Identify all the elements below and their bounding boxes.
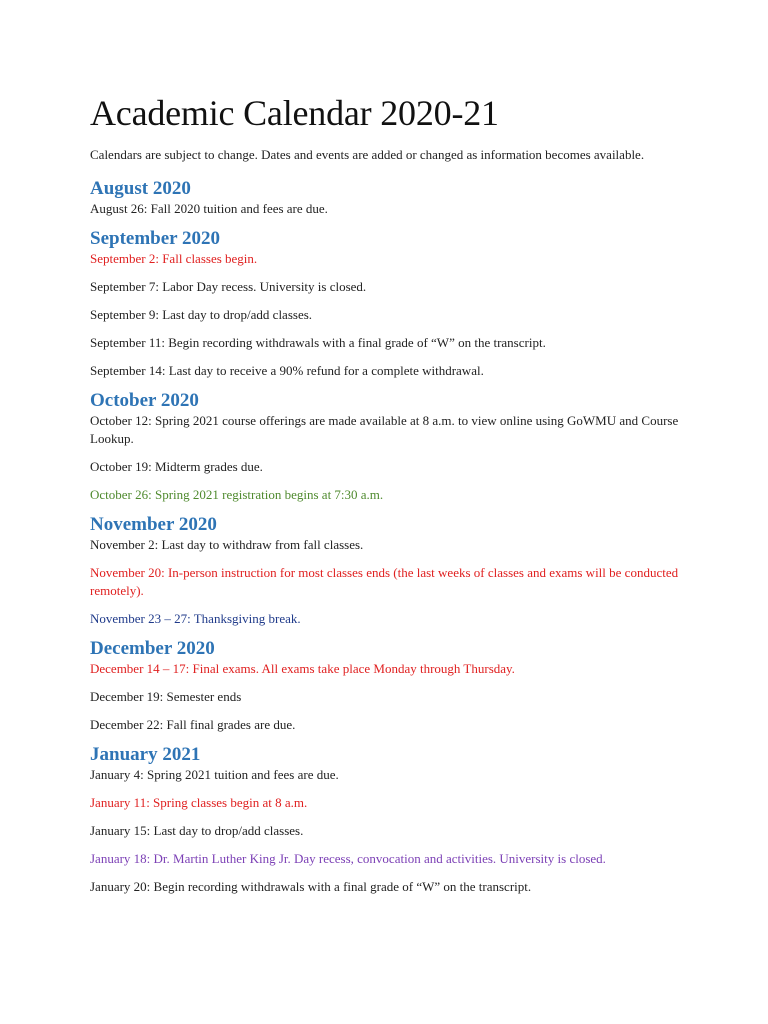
calendar-event: November 20: In-person instruction for most classes ends (the last weeks of classes and exams will be conducted remotely). xyxy=(90,565,679,598)
month-section xyxy=(90,390,690,504)
calendar-event: November 2: Last day to withdraw from fall classes. xyxy=(90,537,364,552)
month-section xyxy=(90,514,690,628)
calendar-event: January 11: Spring classes begin at 8 a.m. xyxy=(90,795,308,810)
month-heading: August 2020 xyxy=(90,178,191,199)
calendar-event: January 15: Last day to drop/add classes. xyxy=(90,823,304,838)
calendar-event: September 2: Fall classes begin. xyxy=(90,251,258,266)
page-title: Academic Calendar 2020-21 xyxy=(90,93,499,133)
month-section xyxy=(90,228,690,380)
intro-text: Calendars are subject to change. Dates and events are added or changed as information becomes available. xyxy=(90,147,645,162)
calendar-event: January 18: Dr. Martin Luther King Jr. Day recess, convocation and activities. University is closed. xyxy=(90,851,606,866)
calendar-event: January 20: Begin recording withdrawals with a final grade of “W” on the transcript. xyxy=(90,879,532,894)
calendar-event: September 11: Begin recording withdrawals with a final grade of “W” on the transcript. xyxy=(90,335,546,350)
calendar-event: September 14: Last day to receive a 90% refund for a complete withdrawal. xyxy=(90,363,484,378)
calendar-event: December 14 – 17: Final exams. All exams take place Monday through Thursday. xyxy=(90,661,515,676)
month-heading: September 2020 xyxy=(90,228,220,249)
calendar-event: September 9: Last day to drop/add classes. xyxy=(90,307,313,322)
calendar-event: October 19: Midterm grades due. xyxy=(90,459,263,474)
month-heading: December 2020 xyxy=(90,638,215,659)
month-heading: January 2021 xyxy=(90,744,201,765)
calendar-event: October 12: Spring 2021 course offerings are made available at 8 a.m. to view online using GoWMU and Course Lookup. xyxy=(90,413,679,446)
calendar-event: December 19: Semester ends xyxy=(90,689,242,704)
calendar-sections xyxy=(90,178,690,896)
month-section xyxy=(90,178,690,218)
calendar-event: December 22: Fall final grades are due. xyxy=(90,717,296,732)
calendar-event: October 26: Spring 2021 registration begins at 7:30 a.m. xyxy=(90,487,384,502)
calendar-event: August 26: Fall 2020 tuition and fees are due. xyxy=(90,201,328,216)
calendar-event: January 4: Spring 2021 tuition and fees are due. xyxy=(90,767,339,782)
document-page xyxy=(90,92,690,906)
calendar-event: September 7: Labor Day recess. University is closed. xyxy=(90,279,367,294)
month-section xyxy=(90,744,690,896)
month-heading: November 2020 xyxy=(90,514,217,535)
month-heading: October 2020 xyxy=(90,390,199,411)
month-section xyxy=(90,638,690,734)
calendar-event: November 23 – 27: Thanksgiving break. xyxy=(90,611,301,626)
